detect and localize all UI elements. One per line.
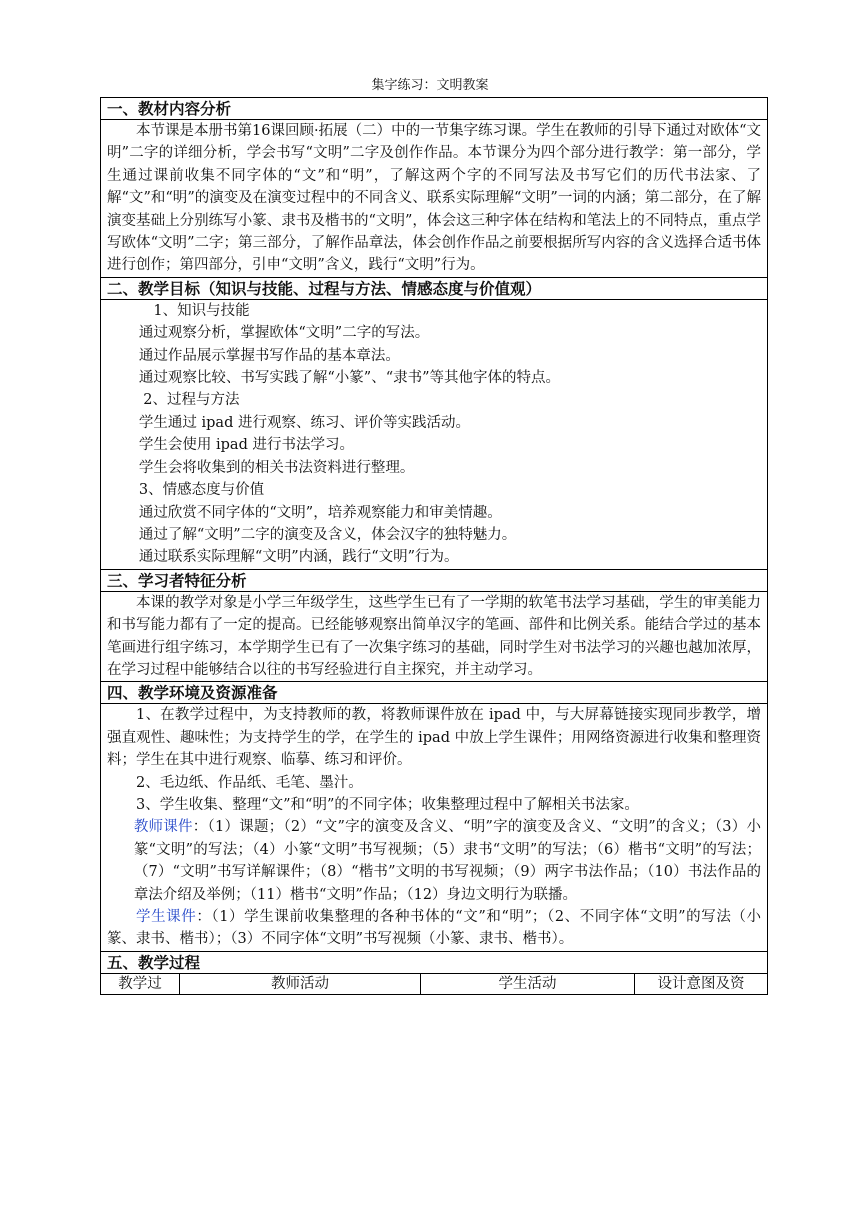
section-3-heading-row xyxy=(101,569,768,591)
lesson-plan-table xyxy=(100,97,768,995)
section-heading: 三、学习者特征分析 xyxy=(101,569,768,591)
section-paragraph: 本节课是本册书第16课回顾·拓展（二）中的一节集字练习课。学生在教师的引导下通过对欧体“文明”二字的详细分析，学会书写“文明”二字及创作作品。本节课分为四个部分进行教学：第一部分，学生通过课前收集不同字体的“文”和“明”，了解这两个字的不同写法及书写它们的历代书法家、了解“文”和“明”的演变及在演变过程中的不同含义、联系实际理解“文明”一词的内涵；第二部分，在了解演变基础上分别练写小篆、隶书及楷书的“文明”，体会这三种字体在结构和笔法上的不同特点，重点学写欧体“文明”二字；第三部分，了解作品章法，体会创作作品之前要根据所写内容的含义选择合适书体进行创作；第四部分，引申“文明”含义，践行“文明”行为。 xyxy=(107,123,762,274)
resource-paragraph: 2、毛边纸、作品纸、毛笔、墨汁。 xyxy=(136,774,363,791)
page-title: 集字练习：文明教案 xyxy=(371,78,489,93)
goal-subheading: 2、过程与方法 xyxy=(143,392,240,409)
section-heading: 一、教材内容分析 xyxy=(101,98,768,120)
column-header-student: 学生活动 xyxy=(421,973,635,994)
teacher-courseware-paragraph xyxy=(107,816,761,906)
student-courseware-paragraph xyxy=(107,906,761,951)
goal-item: 通过了解“文明”二字的演变及含义，体会汉字的独特魅力。 xyxy=(138,526,517,543)
goal-item: 通过欣赏不同字体的“文明”，培养观察能力和审美情趣。 xyxy=(138,504,502,521)
goal-item: 通过联系实际理解“文明”内涵，践行“文明”行为。 xyxy=(138,549,459,566)
section-2-body-row xyxy=(101,299,768,569)
section-5-heading-row xyxy=(101,951,768,973)
section-heading: 二、教学目标（知识与技能、过程与方法、情感态度与价值观） xyxy=(101,277,768,299)
goal-item: 通过作品展示掌握书写作品的基本章法。 xyxy=(138,347,400,364)
goal-item: 通过观察比较、书写实践了解“小篆”、“隶书”等其他字体的特点。 xyxy=(138,370,561,387)
process-table-header xyxy=(101,973,768,994)
goal-item: 学生通过 ipad 进行观察、练习、评价等实践活动。 xyxy=(138,414,470,431)
goal-item: 学生会将收集到的相关书法资料进行整理。 xyxy=(138,459,415,476)
column-header-teacher: 教师活动 xyxy=(180,973,421,994)
section-heading: 四、教学环境及资源准备 xyxy=(101,682,768,704)
resource-paragraph: 1、在教学过程中，为支持教师的教，将教师课件放在 ipad 中，与大屏幕链接实现同步教学，增强直观性、趣味性；为支持学生的学，在学生的 ipad 中放上学生课件；用网络资源进行收集和整理资料；学生在其中进行观察、临摹、练习和评价。 xyxy=(107,707,762,769)
teacher-courseware-label: 教师课件 xyxy=(133,819,193,836)
goal-item: 通过观察分析，掌握欧体“文明”二字的写法。 xyxy=(138,325,430,342)
goal-subheading: 1、知识与技能 xyxy=(153,302,250,319)
column-header-stage: 教学过 xyxy=(101,973,180,994)
section-paragraph: 本课的教学对象是小学三年级学生，这些学生已有了一学期的软笔书法学习基础，学生的审美能力和书写能力都有了一定的提高。已经能够观察出简单汉字的笔画、部件和比例关系。能结合学过的基本笔画进行组字练习，本学期学生已有了一次集字练习的基础，同时学生对书法学习的兴趣也越加浓厚，在学习过程中能够结合以往的书写经验进行自主探究，并主动学习。 xyxy=(107,594,762,678)
column-header-intent: 设计意图及资 xyxy=(635,973,768,994)
student-courseware-label: 学生课件 xyxy=(136,909,197,925)
teacher-courseware-text: ：（1）课题；（2）“文”字的演变及含义、“明”字的演变及含义、“文明”的含义；（3）小篆“文明”的写法；（4）小篆“文明”书写视频；（5）隶书“文明”的写法；（6）楷书“文明”的写法；（7）“文明”书写详解课件；（8）“楷书”文明的书写视频；（9）两字书法作品；（10）书法作品的章法介绍及举例；（11）楷书“文明”作品；（12）身边文明行为联播。 xyxy=(133,819,762,903)
resource-paragraph: 3、学生收集、整理“文”和“明”的不同字体；收集整理过程中了解相关书法家。 xyxy=(136,796,639,813)
goal-item: 学生会使用 ipad 进行书法学习。 xyxy=(138,437,354,454)
section-4-heading-row xyxy=(101,682,768,704)
goal-subheading: 3、情感态度与价值 xyxy=(138,482,265,499)
student-courseware-text: ：（1）学生课前收集整理的各种书体的“文”和“明”；（2、不同字体“文明”的写法（小篆、隶书、楷书）；（3）不同字体“文明”书写视频（小篆、隶书、楷书）。 xyxy=(107,909,762,948)
section-heading: 五、教学过程 xyxy=(101,951,768,973)
section-3-body-row xyxy=(101,591,768,682)
section-1-body-row xyxy=(101,120,768,278)
section-1-heading-row xyxy=(101,98,768,120)
section-4-body-row xyxy=(101,704,768,951)
section-2-heading-row xyxy=(101,277,768,299)
